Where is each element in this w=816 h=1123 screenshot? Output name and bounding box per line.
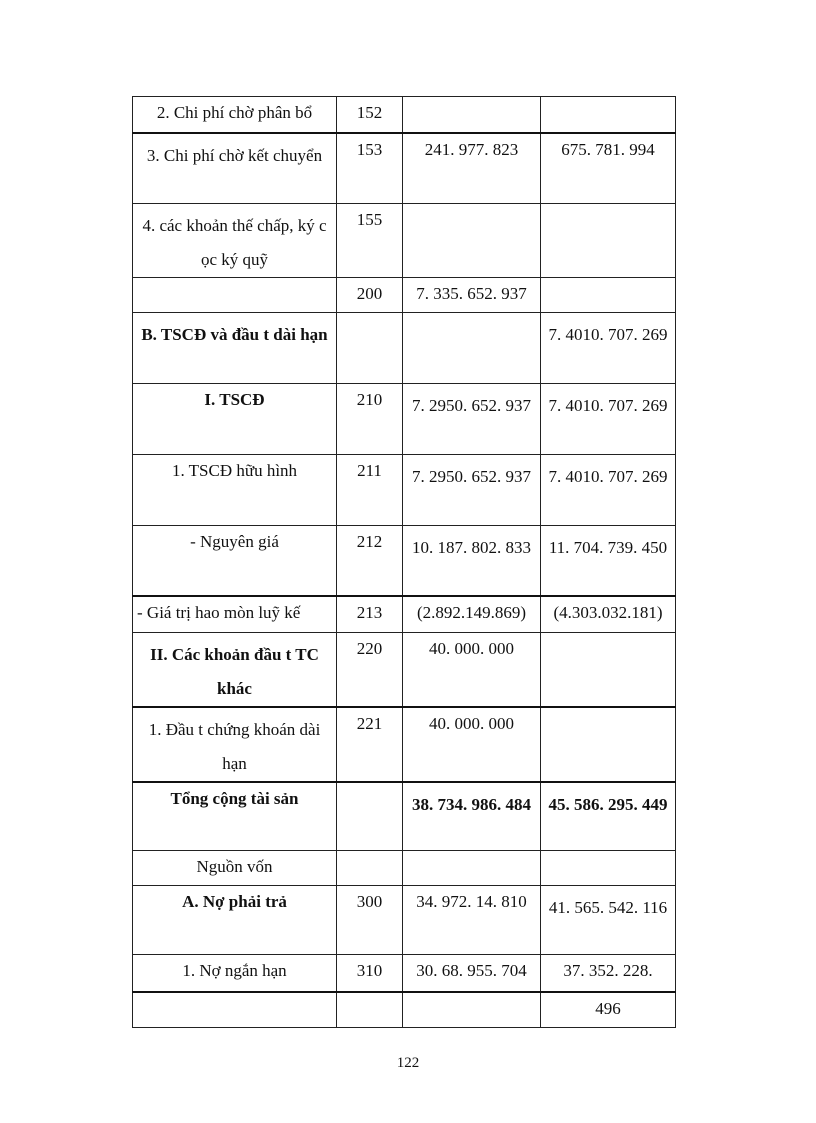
table-row xyxy=(133,133,676,204)
item-code: 213 xyxy=(337,596,403,633)
item-code: 212 xyxy=(337,526,403,596)
end-value: (4.303.032.181) xyxy=(541,596,676,633)
begin-value xyxy=(403,97,541,133)
table-row xyxy=(133,633,676,708)
end-value xyxy=(541,97,676,133)
begin-value xyxy=(403,313,541,384)
item-code xyxy=(337,850,403,885)
end-value xyxy=(541,633,676,708)
item-code: 155 xyxy=(337,204,403,278)
begin-value: 34. 972. 14. 810 xyxy=(403,885,541,954)
begin-value xyxy=(403,992,541,1027)
begin-value: 40. 000. 000 xyxy=(403,707,541,782)
item-name: A. Nợ phải trả xyxy=(133,885,337,954)
begin-value xyxy=(403,204,541,278)
item-name: 1. TSCĐ hữu hình xyxy=(133,455,337,526)
item-name: 1. Nợ ngắn hạn xyxy=(133,954,337,992)
item-name xyxy=(133,278,337,313)
end-value: 496 xyxy=(541,992,676,1027)
table-row xyxy=(133,992,676,1027)
item-code: 153 xyxy=(337,133,403,204)
table-row xyxy=(133,455,676,526)
item-code: 200 xyxy=(337,278,403,313)
item-code: 210 xyxy=(337,384,403,455)
item-name: B. TSCĐ và đầu t dài hạn xyxy=(133,313,337,384)
begin-value: 38. 734. 986. 484 xyxy=(403,782,541,850)
end-value xyxy=(541,707,676,782)
end-value xyxy=(541,278,676,313)
item-name: Nguồn vốn xyxy=(133,850,337,885)
table-row xyxy=(133,526,676,596)
begin-value: 40. 000. 000 xyxy=(403,633,541,708)
item-code xyxy=(337,992,403,1027)
page-number: 122 xyxy=(396,1055,420,1071)
item-name: 3. Chi phí chờ kết chuyển xyxy=(133,133,337,204)
table-row xyxy=(133,204,676,278)
item-code: 221 xyxy=(337,707,403,782)
item-code: 310 xyxy=(337,954,403,992)
begin-value: (2.892.149.869) xyxy=(403,596,541,633)
item-code: 300 xyxy=(337,885,403,954)
table-row xyxy=(133,885,676,954)
begin-value xyxy=(403,850,541,885)
item-name: Tổng cộng tài sản xyxy=(133,782,337,850)
begin-value: 10. 187. 802. 833 xyxy=(403,526,541,596)
end-value xyxy=(541,850,676,885)
table-row xyxy=(133,782,676,850)
begin-value: 7. 335. 652. 937 xyxy=(403,278,541,313)
end-value: 37. 352. 228. xyxy=(541,954,676,992)
end-value: 45. 586. 295. 449 xyxy=(541,782,676,850)
item-name xyxy=(133,992,337,1027)
item-name: - Giá trị hao mòn luỹ kế xyxy=(133,596,337,633)
item-name: 1. Đầu t chứng khoán dài hạn xyxy=(133,707,337,782)
item-name: - Nguyên giá xyxy=(133,526,337,596)
table-row xyxy=(133,278,676,313)
item-code xyxy=(337,313,403,384)
end-value: 11. 704. 739. 450 xyxy=(541,526,676,596)
balance-sheet-table xyxy=(132,96,676,1028)
item-code xyxy=(337,782,403,850)
item-code: 211 xyxy=(337,455,403,526)
table-row xyxy=(133,596,676,633)
item-code: 152 xyxy=(337,97,403,133)
item-name: 4. các khoản thế chấp, ký c ọc ký quỹ xyxy=(133,204,337,278)
item-name: II. Các khoản đầu t TC khác xyxy=(133,633,337,708)
begin-value: 7. 2950. 652. 937 xyxy=(403,384,541,455)
item-code: 220 xyxy=(337,633,403,708)
end-value: 41. 565. 542. 116 xyxy=(541,885,676,954)
begin-value: 7. 2950. 652. 937 xyxy=(403,455,541,526)
table-row xyxy=(133,954,676,992)
item-name: I. TSCĐ xyxy=(133,384,337,455)
end-value: 7. 4010. 707. 269 xyxy=(541,384,676,455)
table-row xyxy=(133,97,676,133)
end-value: 7. 4010. 707. 269 xyxy=(541,313,676,384)
item-name: 2. Chi phí chờ phân bổ xyxy=(133,97,337,133)
end-value: 675. 781. 994 xyxy=(541,133,676,204)
table-row xyxy=(133,707,676,782)
table-row xyxy=(133,850,676,885)
end-value xyxy=(541,204,676,278)
table-row xyxy=(133,313,676,384)
table-row xyxy=(133,384,676,455)
end-value: 7. 4010. 707. 269 xyxy=(541,455,676,526)
begin-value: 241. 977. 823 xyxy=(403,133,541,204)
begin-value: 30. 68. 955. 704 xyxy=(403,954,541,992)
